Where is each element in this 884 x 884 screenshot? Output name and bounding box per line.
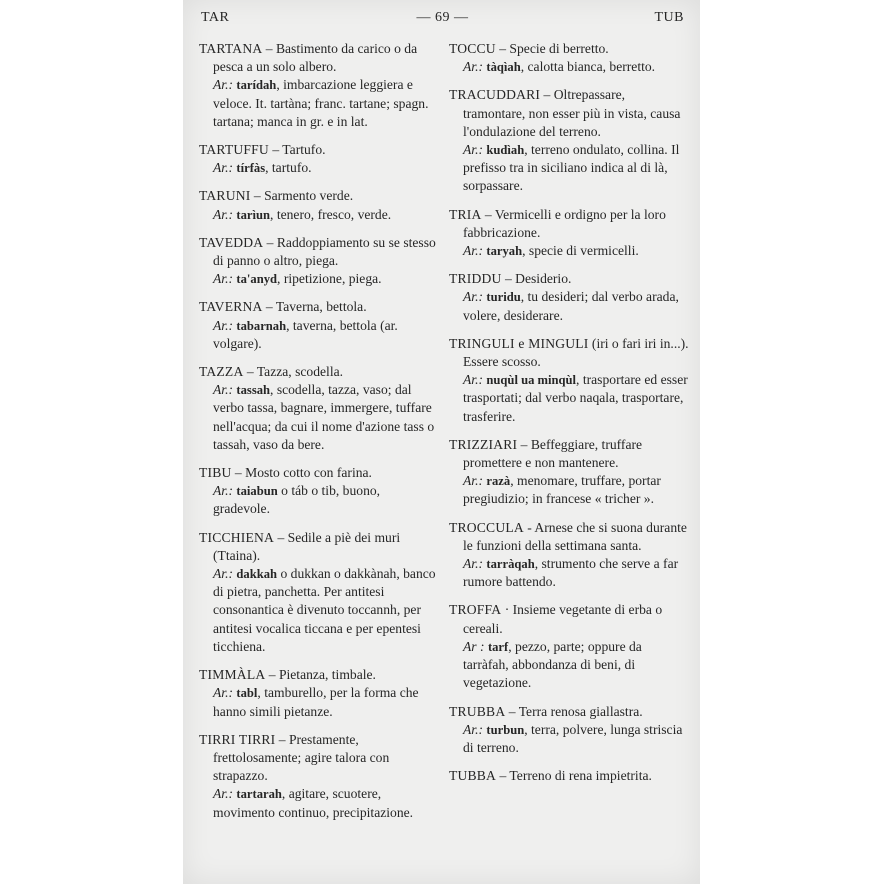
definition-text: - Arnese che si suona durante le funzioni della settimana santa. — [463, 519, 687, 553]
arabic-etymology — [449, 288, 689, 324]
entry-definition — [199, 529, 439, 565]
arabic-etymology — [199, 317, 439, 353]
arabic-etymology — [449, 638, 689, 693]
dictionary-entry — [449, 86, 689, 195]
entry-definition — [449, 335, 689, 371]
headword: TAVERNA — [199, 299, 263, 315]
arabic-word: tabarnah — [236, 318, 287, 333]
etymology-text: , trasportare ed esser trasportati; dal verbo naqala, trasportare, trasferire. — [463, 372, 688, 424]
arabic-etymology — [199, 381, 439, 454]
definition-text: – Oltrepassare, tramontare, non esser più in vista, causa l'ondulazione del terreno. — [463, 87, 681, 139]
right-column — [449, 40, 689, 795]
arabic-word: tarídah — [236, 78, 277, 93]
arabic-word: taiabun — [236, 484, 278, 499]
headword: TARTANA — [199, 41, 263, 56]
page-header — [201, 10, 684, 32]
etymology-label: Ar.: — [463, 473, 484, 489]
headword: TRIDDU — [449, 271, 502, 287]
dictionary-entry — [199, 529, 439, 656]
etymology-text: , taverna, bettola (ar. volgare). — [213, 317, 398, 351]
dictionary-entry — [199, 234, 439, 289]
etymology-label: Ar.: — [213, 786, 234, 802]
arabic-word: tartarah — [236, 787, 282, 802]
arabic-word: taryah — [486, 244, 523, 259]
etymology-label: Ar.: — [213, 160, 234, 176]
headword: TRIZZIARI — [449, 436, 518, 452]
etymology-label: Ar.: — [463, 372, 484, 388]
arabic-etymology — [199, 270, 439, 288]
etymology-text: , tenero, fresco, verde. — [270, 206, 392, 222]
entry-definition — [449, 601, 689, 637]
entry-definition — [449, 206, 689, 242]
entry-definition — [199, 298, 439, 316]
headword: TRIA — [449, 206, 482, 222]
arabic-etymology — [449, 58, 689, 76]
headword: TAZZA — [199, 364, 244, 380]
dictionary-entry — [199, 141, 439, 177]
definition-text: – Taverna, bettola. — [262, 299, 367, 315]
arabic-etymology — [199, 482, 439, 518]
etymology-label: Ar.: — [463, 142, 484, 158]
arabic-word: ta'anyd — [236, 272, 278, 287]
etymology-text: , scodella, tazza, vaso; dal verbo tassa, bagnare, immergere, tuffare nell'acqua; da cui il nome d'azione tass o tassah, vaso da bere. — [213, 382, 435, 452]
dictionary-entry — [199, 40, 439, 131]
arabic-etymology — [199, 785, 439, 821]
headword: TICCHIENA — [199, 529, 275, 545]
headword: TRUBBA — [449, 703, 506, 719]
definition-text: – Tartufo. — [268, 142, 326, 158]
definition-text: (iri o fari iri in...). Essere scosso. — [463, 335, 689, 370]
etymology-text: , pezzo, parte; oppure da tarràfah, abbondanza di beni, di vegetazione. — [463, 638, 642, 691]
arabic-word: tàqìah — [486, 60, 521, 75]
arabic-etymology — [449, 371, 689, 426]
dictionary-entry — [449, 703, 689, 758]
arabic-word: dakkah — [236, 567, 278, 582]
etymology-label: Ar.: — [213, 483, 234, 499]
arabic-word: tassah — [236, 383, 271, 398]
dictionary-entry — [199, 731, 439, 822]
dictionary-entry — [449, 206, 689, 261]
arabic-etymology — [449, 555, 689, 591]
etymology-text: , specie di vermicelli. — [522, 243, 639, 259]
headword: TROCCULA — [449, 519, 524, 535]
arabic-word: tarìun — [236, 207, 271, 222]
etymology-label: Ar.: — [213, 206, 234, 222]
definition-text: – Beffeggiare, truffare promettere e non mantenere. — [463, 436, 643, 471]
definition-text: – Terra renosa giallastra. — [505, 703, 643, 719]
headword: TOCCU — [449, 41, 496, 56]
arabic-word: turbun — [486, 722, 525, 737]
dictionary-entry — [449, 335, 689, 426]
arabic-etymology — [449, 472, 689, 508]
etymology-label: Ar.: — [213, 77, 234, 93]
arabic-etymology — [199, 76, 439, 131]
dictionary-entry — [199, 298, 439, 353]
etymology-text: , tartufo. — [265, 160, 312, 176]
etymology-text: , menomare, truffare, portar pregiudizio; in francese « tricher ». — [463, 473, 661, 507]
headword: TRINGULI e MINGULI — [449, 335, 589, 351]
arabic-word: tabl — [236, 686, 258, 701]
dictionary-entry — [449, 767, 689, 785]
arabic-etymology — [199, 684, 439, 720]
entry-definition — [449, 703, 689, 721]
etymology-label: Ar : — [463, 638, 485, 654]
page-number: — 69 — — [416, 10, 469, 25]
dictionary-entry — [449, 601, 689, 692]
definition-text: – Mosto cotto con farina. — [231, 465, 372, 481]
left-column — [199, 40, 439, 832]
etymology-label: Ar.: — [463, 59, 484, 75]
book-page — [183, 0, 700, 884]
etymology-text: , terreno ondulato, collina. Il prefisso tra in siciliano indica al di là, sorpassare. — [463, 142, 680, 194]
entry-definition — [449, 270, 689, 288]
dictionary-entry — [449, 519, 689, 592]
entry-definition — [449, 519, 689, 555]
dictionary-entry — [199, 363, 439, 454]
entry-definition — [199, 187, 439, 205]
headword: TIRRI TIRRI — [199, 731, 276, 747]
entry-definition — [199, 234, 439, 270]
arabic-word: razà — [486, 474, 511, 489]
arabic-word: kudìah — [486, 143, 525, 158]
etymology-text: , terra, polvere, lunga striscia di terreno. — [463, 721, 683, 755]
arabic-etymology — [199, 565, 439, 656]
definition-text: – Vermicelli e ordigno per la loro fabbricazione. — [463, 206, 666, 240]
arabic-etymology — [449, 721, 689, 757]
etymology-text: , calotta bianca, berretto. — [520, 59, 656, 75]
etymology-label: Ar.: — [213, 685, 234, 701]
arabic-etymology — [199, 159, 439, 177]
definition-text: – Prestamente, frettolosamente; agire talora con strapazzo. — [213, 731, 390, 784]
header-right: TUB — [654, 10, 684, 25]
entry-definition — [449, 436, 689, 472]
arabic-word: tírfàs — [236, 161, 266, 176]
arabic-word: tarf — [487, 639, 509, 654]
entry-definition — [199, 363, 439, 381]
arabic-etymology — [199, 206, 439, 224]
etymology-text: , tu desideri; dal verbo arada, volere, desiderare. — [463, 289, 679, 323]
dictionary-entry — [449, 270, 689, 325]
dictionary-entry — [449, 40, 689, 76]
headword: TAVEDDA — [199, 234, 264, 250]
definition-text: – Terreno di rena impietrita. — [496, 768, 652, 784]
headword: TIBU — [199, 465, 232, 481]
arabic-etymology — [449, 242, 689, 260]
etymology-text: o dukkan o dakkànah, banco di pietra, panchetta. Per antitesi consonantica è divenuto toccannh, per antitesi vocalica ticcana e per epentesi ticchiena. — [213, 566, 436, 654]
etymology-label: Ar.: — [213, 271, 234, 287]
etymology-text: , tamburello, per la forma che hanno simili pietanze. — [213, 685, 419, 719]
entry-definition — [449, 86, 689, 141]
etymology-text: o táb o tib, buono, gradevole. — [213, 483, 381, 517]
dictionary-entry — [199, 666, 439, 721]
entry-definition — [199, 40, 439, 76]
definition-text: – Tazza, scodella. — [243, 364, 344, 380]
etymology-label: Ar.: — [463, 289, 484, 305]
headword: TROFFA — [449, 602, 502, 618]
dictionary-entry — [199, 187, 439, 223]
definition-text: · Insieme vegetante di erba o cereali. — [463, 602, 663, 636]
entry-definition — [449, 767, 689, 785]
entry-definition — [199, 666, 439, 684]
entry-definition — [449, 40, 689, 58]
etymology-text: , agitare, scuotere, movimento continuo, precipitazione. — [213, 786, 414, 820]
headword: TARTUFFU — [199, 142, 269, 158]
arabic-word: turidu — [486, 290, 521, 305]
definition-text: – Specie di berretto. — [495, 41, 609, 56]
etymology-label: Ar.: — [463, 556, 484, 572]
etymology-label: Ar.: — [463, 243, 484, 259]
definition-text: – Raddoppiamento su se stesso di panno o altro, piega. — [213, 234, 436, 269]
etymology-label: Ar.: — [213, 382, 234, 398]
arabic-word: nuqùl ua minqùl — [486, 373, 577, 388]
headword: TARUNI — [199, 188, 251, 204]
arabic-word: tarràqah — [486, 557, 535, 572]
headword: TRACUDDARI — [449, 87, 541, 103]
headword: TUBBA — [449, 768, 497, 784]
definition-text: – Bastimento da carico o da pesca a un solo albero. — [213, 41, 418, 75]
etymology-text: , strumento che serve a far rumore battendo. — [463, 556, 679, 590]
definition-text: – Sedile a piè dei muri (Ttaina). — [213, 529, 401, 563]
definition-text: – Desiderio. — [501, 271, 572, 287]
etymology-label: Ar.: — [213, 317, 234, 333]
etymology-text: , ripetizione, piega. — [277, 271, 382, 287]
arabic-etymology — [449, 141, 689, 196]
definition-text: – Sarmento verde. — [250, 188, 354, 204]
dictionary-entry — [449, 436, 689, 509]
entry-definition — [199, 141, 439, 159]
header-left: TAR — [201, 10, 230, 25]
entry-definition — [199, 464, 439, 482]
etymology-text: , imbarcazione leggiera e veloce. It. tartàna; franc. tartane; spagn. tartana; manca in gr. e in lat. — [213, 77, 429, 129]
etymology-label: Ar.: — [463, 721, 484, 737]
headword: TIMMÀLA — [199, 667, 266, 683]
dictionary-entry — [199, 464, 439, 519]
definition-text: – Pietanza, timbale. — [265, 667, 376, 683]
etymology-label: Ar.: — [213, 566, 234, 582]
entry-definition — [199, 731, 439, 786]
